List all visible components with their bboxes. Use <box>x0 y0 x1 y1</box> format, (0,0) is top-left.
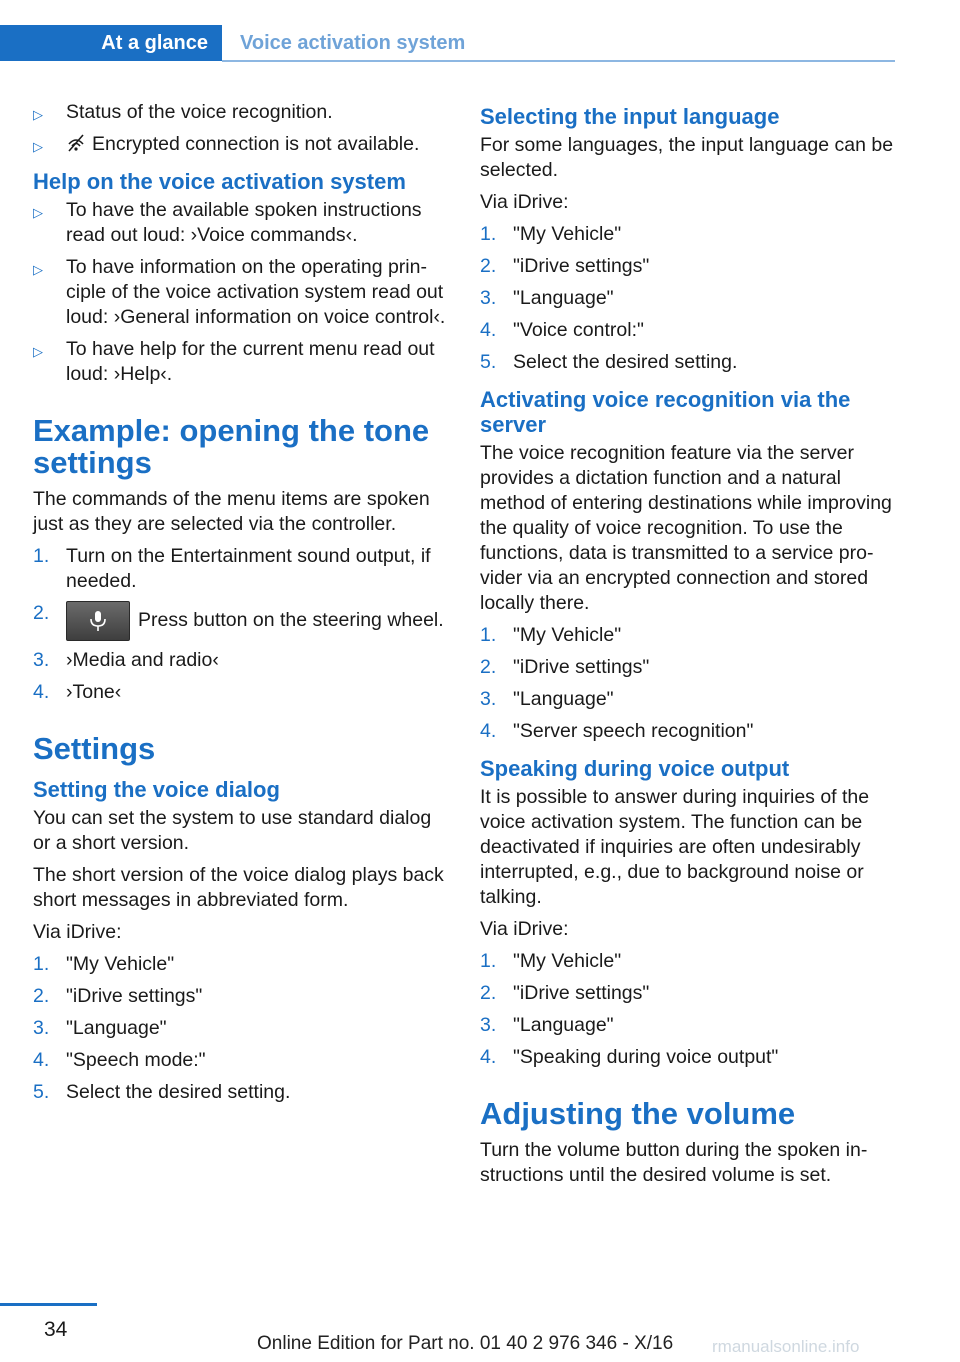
list-item: 5. Select the desired setting. <box>480 351 738 373</box>
list-item: ▷ To have help for the current menu read out loud: ›Help‹. <box>33 338 435 385</box>
triangle-bullet-icon: ▷ <box>33 205 43 220</box>
triangle-bullet-icon: ▷ <box>33 139 43 154</box>
server-paragraph: The voice recognition feature via the server provides a dictation function and a natural method of entering destinations while improving the quality of voice recognition. To use the functions, data is transmitted to a service provider via an encrypted connection and stored locally there. <box>480 442 892 614</box>
list-item: 1. Turn on the Entertainment sound output, if needed. <box>33 545 431 592</box>
list-item: 1. "My Vehicle" <box>480 624 622 646</box>
list-item: 2. "iDrive settings" <box>480 982 650 1004</box>
list-item: 2. "iDrive settings" <box>480 255 650 277</box>
input-language-steps <box>480 222 895 375</box>
header-divider <box>222 60 895 62</box>
dialog-heading: Setting the voice dialog <box>33 777 280 802</box>
tab-at-a-glance[interactable]: At a glance <box>0 25 222 61</box>
speaking-via: Via iDrive: <box>480 918 569 940</box>
triangle-bullet-icon: ▷ <box>33 262 43 277</box>
tab-voice-activation-system[interactable]: Voice activation system <box>240 31 466 54</box>
list-item: 2. "iDrive settings" <box>480 656 650 678</box>
help-heading: Help on the voice activation system <box>33 169 406 194</box>
dialog-steps <box>33 952 448 1105</box>
dialog-via: Via iDrive: <box>33 921 122 943</box>
settings-heading: Settings <box>33 731 156 766</box>
status-list <box>33 100 448 157</box>
footer-rule <box>0 1303 97 1306</box>
left-column <box>33 100 448 1112</box>
list-item: 4. "Speech mode:" <box>33 1049 206 1071</box>
list-item: 1. "My Vehicle" <box>480 223 622 245</box>
right-column <box>480 100 895 1195</box>
list-item: 2. "iDrive settings" <box>33 985 203 1007</box>
help-list <box>33 198 448 387</box>
dialog-paragraph-2: The short version of the voice dialog plays back short messages in abbreviated form. <box>33 864 444 911</box>
list-item: 4. "Speaking during voice output" <box>480 1046 779 1068</box>
list-item: 4. "Server speech recognition" <box>480 720 754 742</box>
volume-paragraph: Turn the volume button during the spoken instructions until the desired volume is set. <box>480 1139 868 1186</box>
list-item: 4. "Voice control:" <box>480 319 644 341</box>
speaking-paragraph: It is possible to answer during inquiries of the voice activation system. The function can be deactivated if inquiries are often undesirably interrupted, e.g., due to background noise or talking. <box>480 786 870 908</box>
volume-heading: Adjusting the volume <box>480 1096 796 1131</box>
push-to-talk-button-icon <box>66 601 130 641</box>
list-item: 3. "Language" <box>480 287 614 309</box>
server-heading: Activating voice recognition via the server <box>480 387 851 437</box>
list-item: 1. "My Vehicle" <box>480 950 622 972</box>
input-language-paragraph: For some languages, the input language can be selected. <box>480 134 894 181</box>
list-item: ▷ Encrypted connection is not available. <box>33 132 448 157</box>
list-item: 3. "Language" <box>33 1017 167 1039</box>
server-steps <box>480 623 895 744</box>
list-item: 3. ›Media and radio‹ <box>33 649 219 671</box>
list-item: 2. Press button on the steering wheel. <box>33 601 448 641</box>
triangle-bullet-icon: ▷ <box>33 107 43 122</box>
input-language-heading: Selecting the input language <box>480 104 780 129</box>
example-steps <box>33 544 448 705</box>
watermark: rmanualsonline.info <box>712 1337 860 1356</box>
triangle-bullet-icon: ▷ <box>33 344 43 359</box>
list-item: 5. Select the desired setting. <box>33 1081 291 1103</box>
list-item: ▷ Status of the voice recognition. <box>33 100 448 125</box>
example-heading: Example: opening the tone settings <box>33 413 430 480</box>
list-item: 1. "My Vehicle" <box>33 953 175 975</box>
list-item: 4. ›Tone‹ <box>33 681 122 703</box>
list-item: ▷ To have information on the operating principle of the voice activation system read out loud: ›General information on voice control‹. <box>33 256 446 328</box>
page-number: 34 <box>44 1318 68 1341</box>
input-language-via: Via iDrive: <box>480 191 569 213</box>
list-item: 3. "Language" <box>480 1014 614 1036</box>
list-item: ▷ To have the available spoken instructions read out loud: ›Voice commands‹. <box>33 199 422 246</box>
list-item: 3. "Language" <box>480 688 614 710</box>
example-paragraph: The commands of the menu items are spoken just as they are selected via the controller. <box>33 488 430 535</box>
speaking-heading: Speaking during voice output <box>480 756 790 781</box>
page-header <box>0 25 895 61</box>
edition-note: Online Edition for Part no. 01 40 2 976 346 - X/16 <box>257 1333 674 1354</box>
speaking-steps <box>480 949 895 1070</box>
encrypted-connection-unavailable-icon <box>66 134 86 152</box>
dialog-paragraph-1: You can set the system to use standard dialog or a short version. <box>33 807 432 854</box>
